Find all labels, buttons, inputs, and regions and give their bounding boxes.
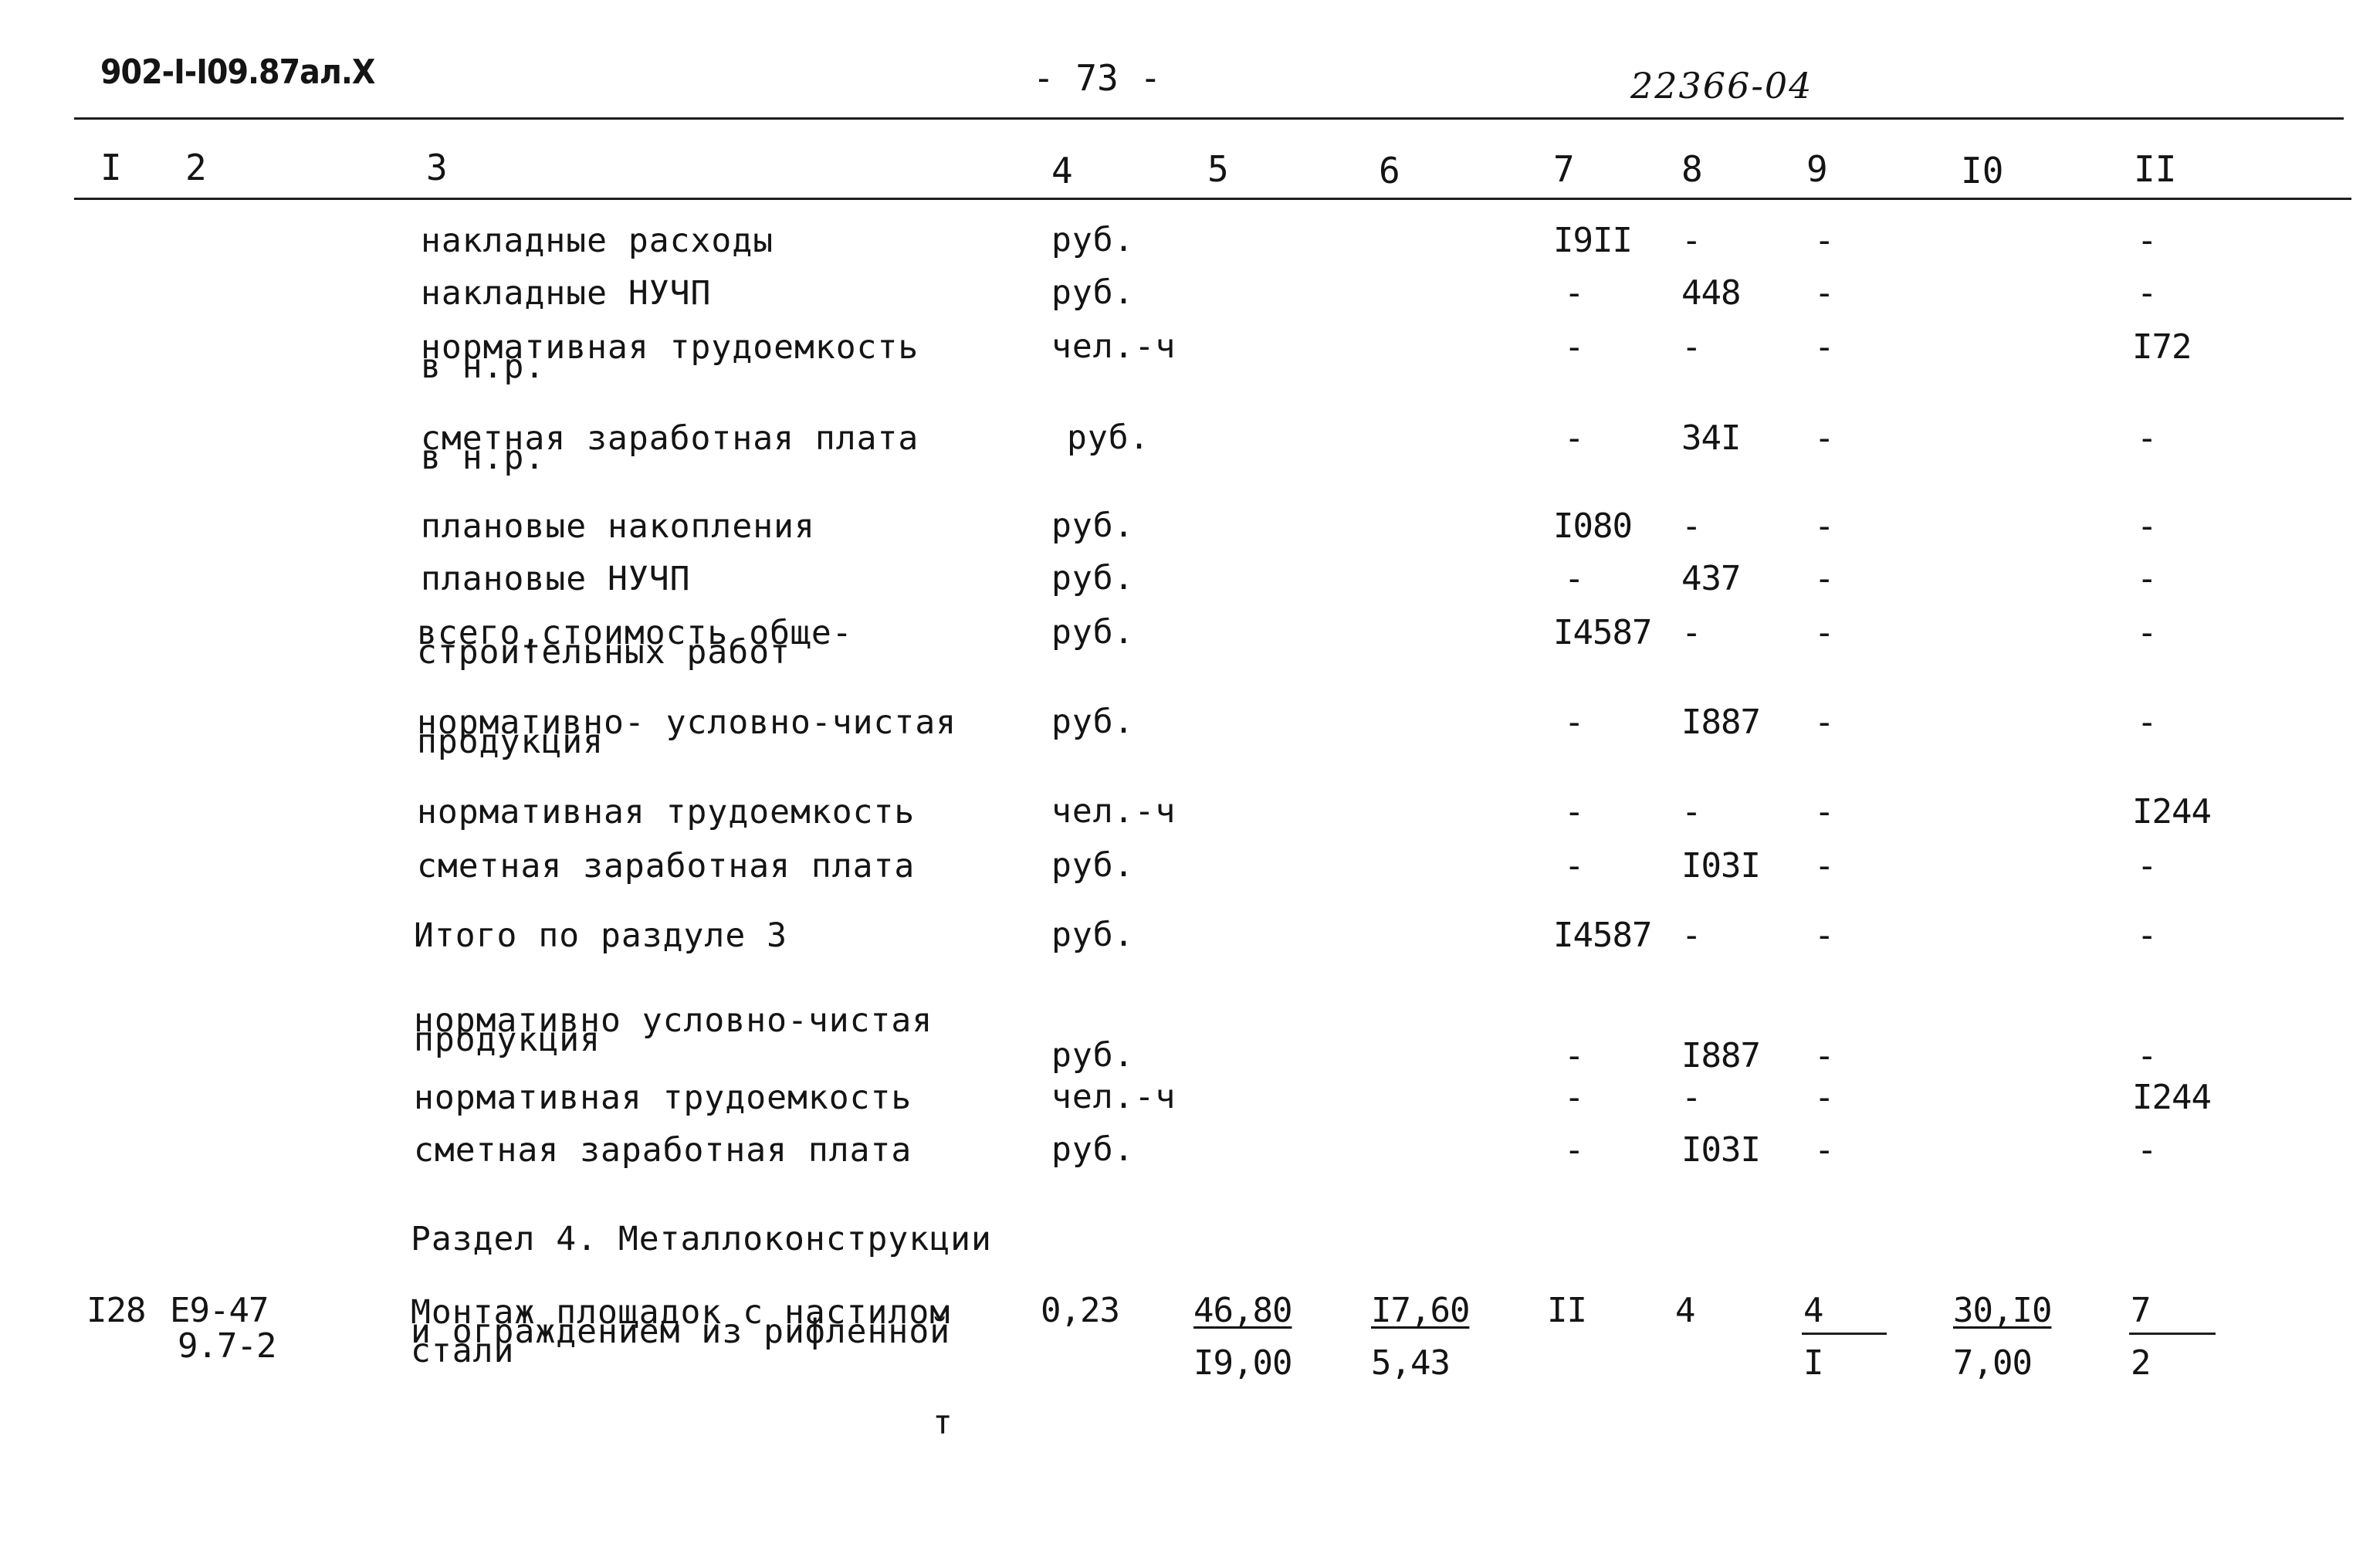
row-unit: руб. xyxy=(1051,613,1135,652)
row-value-c9: - xyxy=(1814,273,1834,313)
item-code-primary: Е9-47 xyxy=(170,1291,269,1330)
row-value-c7: I9II xyxy=(1553,221,1632,260)
row-description: нормативная трудоемкость xyxy=(417,793,916,831)
row-unit: руб. xyxy=(1051,1036,1135,1075)
item-col6-bottom: 5,43 xyxy=(1371,1343,1450,1383)
row-unit: руб. xyxy=(1051,559,1135,598)
item-col11-fraction-line xyxy=(2129,1333,2216,1335)
page-number: - 73 - xyxy=(1033,57,1162,99)
row-value-c8: - xyxy=(1681,506,1701,546)
item-col7: II xyxy=(1547,1291,1586,1330)
col-header-6: 6 xyxy=(1379,150,1400,191)
col-header-3: 3 xyxy=(426,147,448,188)
item-col6-top: I7,60 xyxy=(1371,1291,1470,1330)
row-unit: чел.-ч xyxy=(1051,327,1176,366)
col-header-11: II xyxy=(2134,148,2177,190)
header-bottom-rule xyxy=(74,198,2351,200)
row-value-c7: - xyxy=(1564,703,1584,742)
row-unit: руб. xyxy=(1051,846,1135,885)
row-value-c9: - xyxy=(1814,916,1834,955)
item-col9-top: 4 xyxy=(1803,1291,1823,1330)
col-header-10: I0 xyxy=(1961,150,2004,191)
row-value-c11: - xyxy=(2137,703,2157,742)
row-value-c9: - xyxy=(1814,1130,1834,1170)
row-description: сметная заработная плата xyxy=(417,847,916,886)
row-value-c8: - xyxy=(1681,792,1701,831)
header-top-rule xyxy=(74,117,2344,120)
item-col11-top: 7 xyxy=(2131,1291,2151,1330)
row-value-c11: - xyxy=(2137,1130,2157,1170)
item-name xyxy=(411,1293,951,1370)
row-value-c8: 34I xyxy=(1681,418,1741,458)
footer-mark: т xyxy=(933,1404,953,1442)
row-description: сметная заработная плата xyxy=(414,1131,912,1170)
row-value-c8: 437 xyxy=(1681,559,1741,598)
row-value-c11: I72 xyxy=(2132,327,2192,367)
row-value-c8: - xyxy=(1681,613,1701,652)
row-value-c11: - xyxy=(2137,506,2157,546)
item-name-text: Монтаж площадок с настилом и ограждением из рифленной стали xyxy=(411,1293,951,1370)
item-col10-bottom: 7,00 xyxy=(1953,1343,2032,1383)
row-value-c8: I03I xyxy=(1681,846,1760,886)
row-unit: чел.-ч xyxy=(1051,1078,1176,1116)
row-value-c7: I080 xyxy=(1553,506,1632,546)
row-value-c7: - xyxy=(1564,792,1584,831)
item-col11-bottom: 2 xyxy=(2131,1343,2151,1383)
row-description: Итого по раздуле 3 xyxy=(414,916,787,955)
row-value-c9: - xyxy=(1814,703,1834,742)
row-unit: руб. xyxy=(1051,506,1135,545)
row-description: плановые НУЧП xyxy=(421,560,691,598)
row-value-c11: - xyxy=(2137,1036,2157,1075)
item-quantity: 0,23 xyxy=(1041,1291,1119,1330)
row-value-c7: - xyxy=(1564,1036,1584,1075)
row-value-c8: - xyxy=(1681,1078,1701,1117)
row-value-c9: - xyxy=(1814,506,1834,546)
col-header-5: 5 xyxy=(1207,148,1229,190)
archive-code: 22366-04 xyxy=(1630,65,1813,107)
row-unit: руб. xyxy=(1051,916,1135,954)
row-unit: руб. xyxy=(1051,221,1135,259)
row-value-c11: - xyxy=(2137,221,2157,260)
row-value-c9: - xyxy=(1814,1036,1834,1075)
row-value-c9: - xyxy=(1814,559,1834,598)
row-value-c9: - xyxy=(1814,1078,1834,1117)
section-heading: Раздел 4. Металлоконструкции xyxy=(411,1220,992,1258)
row-value-c7: - xyxy=(1564,273,1584,313)
item-col5-top: 46,80 xyxy=(1193,1291,1292,1330)
item-col5-bottom: I9,00 xyxy=(1193,1343,1292,1383)
item-number: I28 xyxy=(86,1291,146,1330)
row-description: сметная заработная плата в н.р. xyxy=(421,419,919,477)
row-description: накладные НУЧП xyxy=(421,274,712,313)
row-description: всего,стоимость обще- строительных работ xyxy=(417,614,853,672)
row-value-c9: - xyxy=(1814,846,1834,886)
row-value-c7: I4587 xyxy=(1553,613,1652,652)
row-description: плановые накопления xyxy=(421,507,815,546)
row-value-c11: - xyxy=(2137,559,2157,598)
row-description: нормативная трудоемкость xyxy=(414,1079,912,1117)
col-header-1: I xyxy=(100,147,122,188)
col-header-8: 8 xyxy=(1681,148,1703,190)
row-unit: руб. xyxy=(1051,703,1135,741)
item-col8: 4 xyxy=(1675,1291,1695,1330)
row-value-c11: - xyxy=(2137,418,2157,458)
col-header-9: 9 xyxy=(1806,148,1828,190)
row-value-c7: - xyxy=(1564,846,1584,886)
item-col10-top: 30,I0 xyxy=(1953,1291,2052,1330)
row-value-c9: - xyxy=(1814,327,1834,367)
row-value-c8: 448 xyxy=(1681,273,1741,313)
row-value-c9: - xyxy=(1814,792,1834,831)
row-value-c9: - xyxy=(1814,221,1834,260)
row-value-c8: - xyxy=(1681,916,1701,955)
row-unit: руб. xyxy=(1051,1130,1135,1169)
row-value-c11: - xyxy=(2137,273,2157,313)
row-value-c7: - xyxy=(1564,1078,1584,1117)
row-value-c7: I4587 xyxy=(1553,916,1652,955)
row-value-c11: - xyxy=(2137,846,2157,886)
item-code-secondary: 9.7-2 xyxy=(178,1326,276,1366)
row-description: накладные расходы xyxy=(421,222,774,260)
row-unit: чел.-ч xyxy=(1051,792,1176,831)
row-value-c7: - xyxy=(1564,418,1584,458)
row-value-c7: - xyxy=(1564,327,1584,367)
row-value-c8: I887 xyxy=(1681,703,1760,742)
row-value-c7: - xyxy=(1564,559,1584,598)
row-unit: руб. xyxy=(1051,273,1135,312)
row-value-c9: - xyxy=(1814,613,1834,652)
row-description: нормативная трудоемкость в н.р. xyxy=(421,328,919,386)
item-col9-fraction-line xyxy=(1802,1333,1887,1335)
col-header-4: 4 xyxy=(1051,150,1073,191)
item-col9-bottom: I xyxy=(1803,1343,1823,1383)
row-value-c8: - xyxy=(1681,221,1701,260)
row-description: нормативно- условно-чистая продукция xyxy=(417,703,957,761)
row-value-c8: I03I xyxy=(1681,1130,1760,1170)
col-header-2: 2 xyxy=(185,147,207,188)
row-value-c8: I887 xyxy=(1681,1036,1760,1075)
col-header-7: 7 xyxy=(1553,148,1575,190)
row-value-c11: I244 xyxy=(2132,1078,2211,1117)
row-value-c11: - xyxy=(2137,613,2157,652)
row-value-c9: - xyxy=(1814,418,1834,458)
row-description: нормативно условно-чистая продукция xyxy=(414,1001,933,1059)
row-value-c7: - xyxy=(1564,1130,1584,1170)
row-unit: руб. xyxy=(1067,418,1150,457)
row-value-c11: I244 xyxy=(2132,792,2211,831)
row-value-c11: - xyxy=(2137,916,2157,955)
document-number: 902-I-I09.87ал.X xyxy=(100,52,375,92)
row-value-c8: - xyxy=(1681,327,1701,367)
